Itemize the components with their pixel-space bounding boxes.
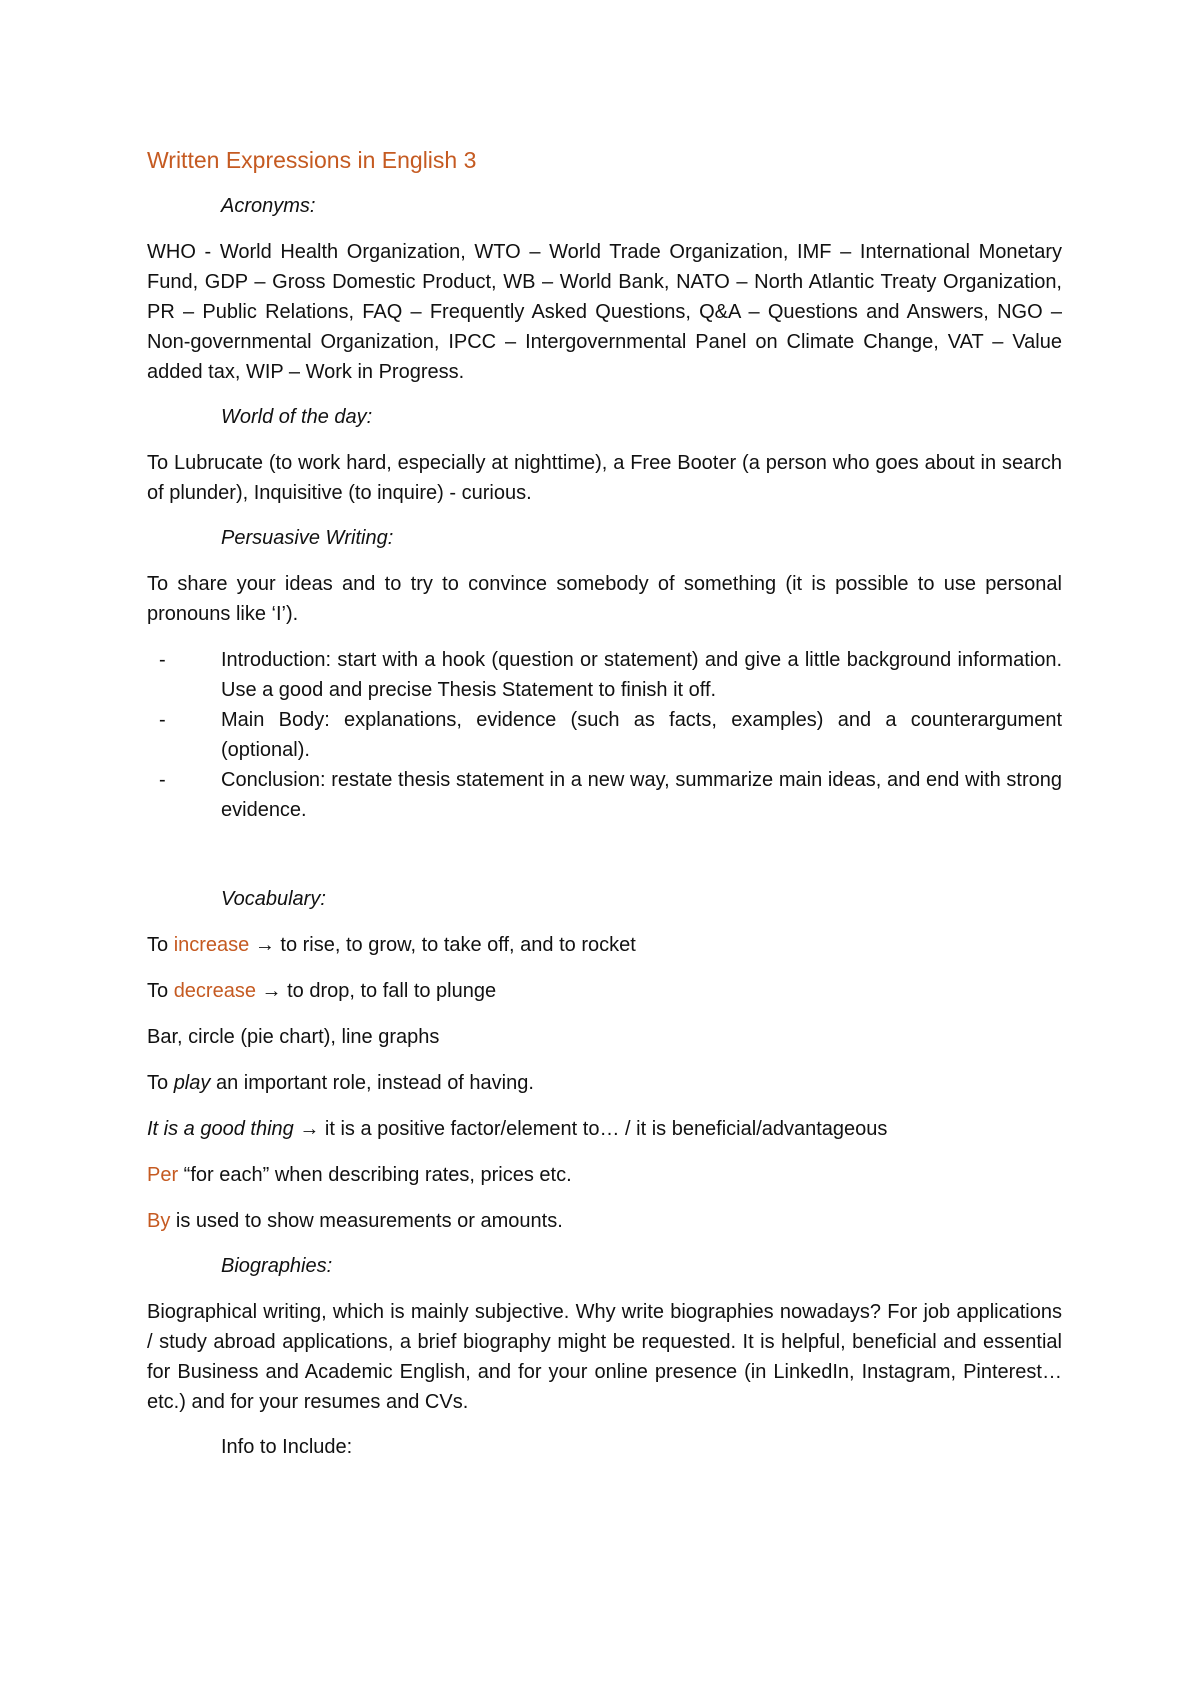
vocab-definition: → to rise, to grow, to take off, and to rocket	[249, 933, 636, 956]
persuasive-writing-heading: Persuasive Writing:	[221, 526, 394, 549]
vocab-keyword-play: play	[173, 1071, 211, 1094]
acronyms-heading: Acronyms:	[221, 194, 316, 217]
dash-bullet-icon: -	[159, 768, 166, 791]
biographies-paragraph: Biographical writing, which is mainly subjective. Why write biographies nowadays? For job applications / study abroad applications, a brief biography might be requested. It is helpful, beneficial and essential for Business and Academic English, and for your online presence (in LinkedIn, Instagram, Pinterest…etc.) and for your resumes and CVs.	[147, 1300, 1062, 1413]
vocab-play-line	[147, 1068, 1062, 1098]
vocab-prefix: To	[147, 1071, 174, 1094]
blank-spacer	[147, 841, 1062, 885]
biographies-heading: Biographies:	[221, 1254, 333, 1277]
persuasive-structure-list	[147, 645, 1062, 825]
list-item	[147, 645, 1062, 705]
vocab-good-thing-line	[147, 1114, 1062, 1144]
dash-bullet-icon: -	[159, 648, 166, 671]
vocab-prefix: To	[147, 933, 174, 956]
list-item	[147, 705, 1062, 765]
word-of-day-paragraph: To Lubrucate (to work hard, especially at nighttime), a Free Booter (a person who goes about in search of plunder), Inquisitive (to inquire) - curious.	[147, 451, 1062, 504]
vocab-decrease-line	[147, 976, 1062, 1006]
list-item	[147, 765, 1062, 825]
vocab-keyword-decrease: decrease	[173, 979, 256, 1002]
vocab-definition: → it is a positive factor/element to… / it is beneficial/advantageous	[293, 1117, 888, 1140]
vocab-increase-line	[147, 930, 1062, 960]
vocab-definition: “for each” when describing rates, prices etc.	[178, 1163, 572, 1186]
persuasive-intro-paragraph: To share your ideas and to try to convince somebody of something (it is possible to use personal pronouns like ‘I’).	[147, 572, 1062, 625]
vocab-prefix: To	[147, 979, 174, 1002]
document-title: Written Expressions in English 3	[147, 147, 477, 173]
vocab-definition: → to drop, to fall to plunge	[255, 979, 497, 1002]
list-item-text: Introduction: start with a hook (question or statement) and give a little background information. Use a good and precise Thesis Statement to finish it off.	[221, 648, 1062, 701]
vocab-keyword-by: By	[147, 1209, 171, 1232]
list-item-text: Main Body: explanations, evidence (such as facts, examples) and a counterargument (optional).	[221, 708, 1062, 761]
acronyms-paragraph: WHO - World Health Organization, WTO – World Trade Organization, IMF – International Monetary Fund, GDP – Gross Domestic Product, WB – World Bank, NATO – North Atlantic Treaty Organization, PR – Public Relations, FAQ – Frequently Asked Questions, Q&A – Questions and Answers, NGO – Non-governmental Organization, IPCC – Intergovernmental Panel on Climate Change, VAT – Value added tax, WIP – Work in Progress.	[147, 240, 1062, 383]
vocab-keyword-per: Per	[147, 1163, 179, 1186]
word-of-day-heading: World of the day:	[221, 405, 373, 428]
vocab-graphs-line: Bar, circle (pie chart), line graphs	[147, 1025, 440, 1048]
info-to-include-heading: Info to Include:	[221, 1435, 353, 1458]
vocab-keyword-increase: increase	[173, 933, 250, 956]
vocab-definition: an important role, instead of having.	[210, 1071, 534, 1094]
vocab-definition: is used to show measurements or amounts.	[170, 1209, 563, 1232]
vocabulary-heading: Vocabulary:	[221, 887, 326, 910]
list-item-text: Conclusion: restate thesis statement in a new way, summarize main ideas, and end with strong evidence.	[221, 768, 1062, 821]
vocab-keyword-good-thing: It is a good thing	[147, 1117, 294, 1140]
dash-bullet-icon: -	[159, 708, 166, 731]
vocab-per-line	[147, 1160, 1062, 1190]
vocab-by-line	[147, 1206, 1062, 1236]
